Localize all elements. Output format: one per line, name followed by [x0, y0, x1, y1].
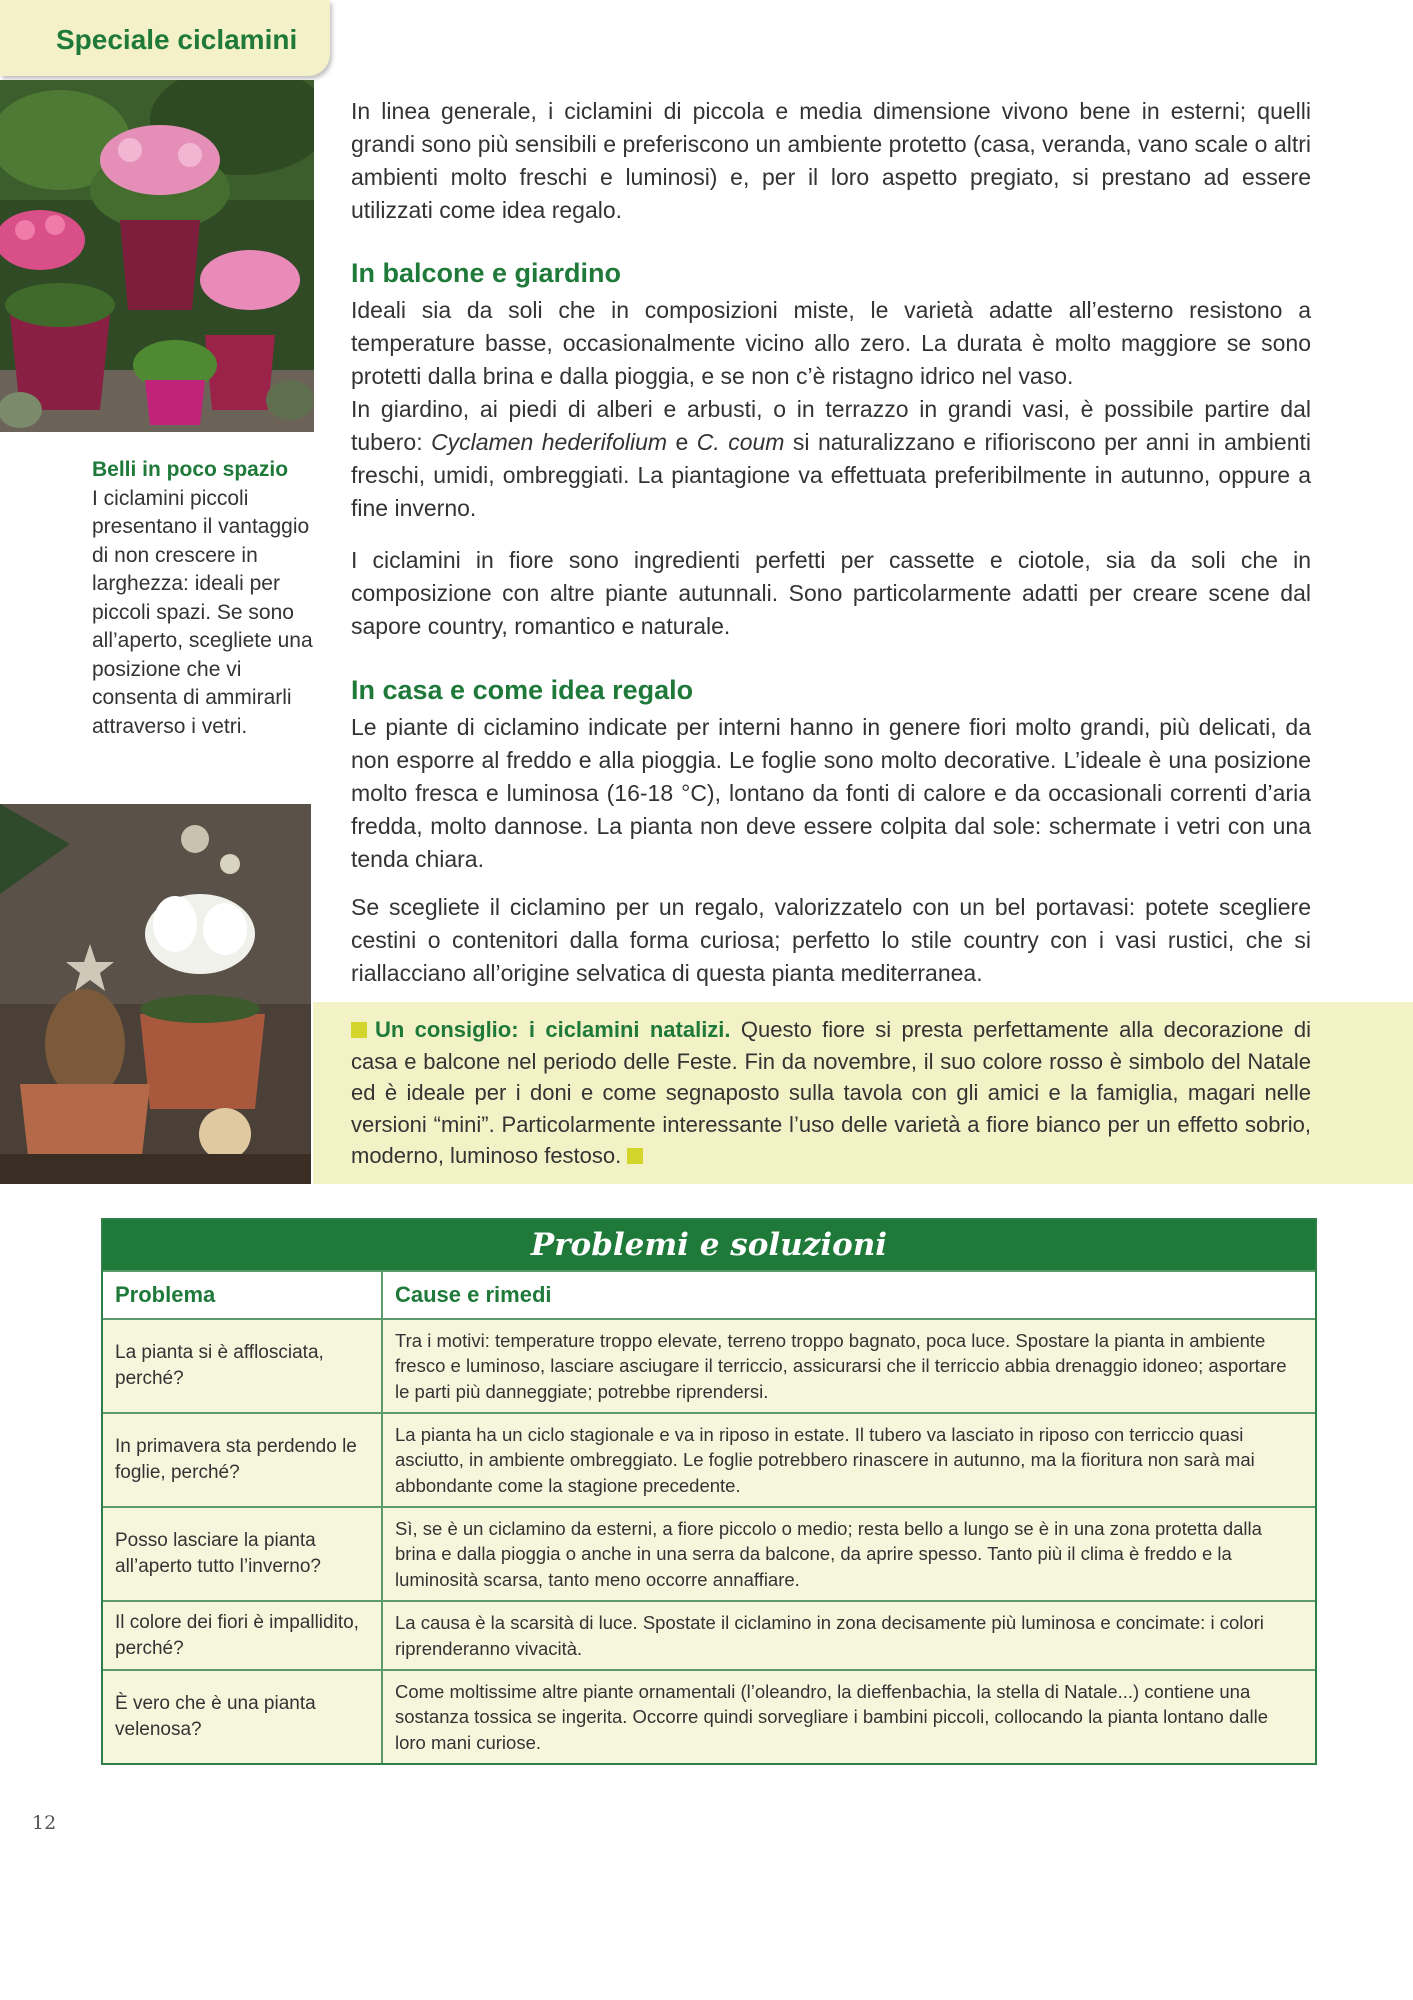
remedy-cell: Tra i motivi: temperature troppo elevate, terreno troppo bagnato, poca luce. Spostare la pianta in ambiente fresco e luminoso, lasciare asciugare il terriccio, assicurarsi che il terriccio abbia drenaggio idoneo; asportare le parti più danneggiate; potrebbe riprendersi.	[395, 1329, 1287, 1402]
species-hederifolium: Cyclamen hederifolium	[431, 429, 668, 455]
heading-balcone: In balcone e giardino	[351, 258, 622, 288]
table-row	[103, 1600, 1315, 1669]
problems-table	[101, 1218, 1317, 1765]
heading-casa: In casa e come idea regalo	[351, 675, 694, 705]
end-square-icon	[627, 1148, 643, 1164]
photo-white-cyclamen-christmas	[0, 804, 311, 1184]
remedy-cell: La causa è la scarsità di luce. Spostate il ciclamino in zona decisamente più luminosa e concimate: i colori riprenderanno vivacità.	[395, 1612, 1264, 1659]
table-row	[103, 1412, 1315, 1506]
balcone-paragraph-3: I ciclamini in fiore sono ingredienti perfetti per cassette e ciotole, sia da soli che in composizione con altre piante autunnali. Sono particolarmente adatti per creare scene dal sapore country, romantico e naturale.	[351, 547, 1311, 639]
table-row	[103, 1318, 1315, 1412]
problem-cell: Il colore dei fiori è impallidito, perché?	[103, 1602, 383, 1669]
column-header-problem: Problema	[103, 1272, 383, 1318]
tip-box	[313, 1002, 1413, 1184]
intro-paragraph: In linea generale, i ciclamini di piccola e media dimensione vivono bene in esterni; quelli grandi sono più sensibili e preferiscono un ambiente protetto (casa, veranda, vano scale o altri ambienti molto freschi e luminosi) e, per il loro aspetto pregiato, si prestano ad essere utilizzati come idea regalo.	[351, 98, 1311, 223]
tip-title: Un consiglio: i ciclamini natalizi.	[375, 1017, 731, 1042]
casa-paragraph-1: Le piante di ciclamino indicate per interni hanno in genere fiori molto grandi, più delicati, da non esporre al freddo e alla pioggia. Le foglie sono molto decorative. L’ideale è una posizione molto fresca e luminosa (16-18 °C), lontano da fonti di calore e da occasionali correnti d’aria fredda, molto dannose. La pianta non deve essere colpita dal sole: schermate i vetri con una tenda chiara.	[351, 714, 1311, 872]
balcone-p2-start: In giardino, ai piedi di alberi e arbusti, o in terrazzo in grandi vasi, è possibile partire dal tubero:	[351, 396, 1311, 455]
bullet-square-icon	[351, 1022, 367, 1038]
problem-cell: In primavera sta perdendo le foglie, perché?	[103, 1414, 383, 1506]
section-tab-label: Speciale ciclamini	[56, 24, 298, 55]
species-coum: C. coum	[696, 429, 785, 455]
photo-caption	[92, 456, 322, 741]
remedy-cell: La pianta ha un ciclo stagionale e va in riposo in estate. Il tubero va lasciato in riposo con terriccio quasi asciutto, in ambiente ombreggiato. Le foglie potrebbero rinascere in autunno, ma la fioritura non sarà mai abbondante come la stagione precedente.	[395, 1423, 1255, 1496]
table-header-row	[103, 1270, 1315, 1318]
problem-cell: La pianta si è afflosciata, perché?	[103, 1320, 383, 1412]
photo-pink-cyclamens	[0, 80, 314, 432]
tip-text: Questo fiore si presta perfettamente alla decorazione di casa e balcone nel periodo delle Feste. Fin da novembre, il suo colore rosso è simbolo del Natale ed è ideale per i doni e come segnaposto sulla tavola con gli amici e la famiglia, magari nelle versioni “mini”. Particolarmente interessante l’uso delle varietà a fiore bianco per un effetto sobrio, moderno, luminoso festoso.	[351, 1017, 1311, 1168]
tip-paragraph	[351, 1014, 1311, 1172]
balcone-p2-and: e	[667, 429, 697, 455]
section-tab	[0, 0, 330, 76]
caption-text: I ciclamini piccoli presentano il vantaggio di non crescere in larghezza: ideali per piccoli spazi. Se sono all’aperto, scegliete una posizione che vi consenta di ammirarli attraverso i vetri.	[92, 486, 313, 738]
casa-paragraph-2: Se scegliete il ciclamino per un regalo, valorizzatelo con un bel portavasi: potete scegliere cestini o contenitori dalla forma curiosa; perfetto lo stile country con i vasi rustici, che si riallacciano all’origine selvatica di questa pianta mediterranea.	[351, 894, 1311, 986]
table-row	[103, 1669, 1315, 1763]
caption-title: Belli in poco spazio	[92, 458, 289, 481]
table-row	[103, 1506, 1315, 1600]
balcone-p2-end: si naturalizzano e rifioriscono per anni in ambienti freschi, umidi, ombreggiati. La piantagione va effettuata preferibilmente in autunno, oppure a fine inverno.	[351, 429, 1312, 521]
balcone-paragraph-2	[351, 393, 1311, 525]
column-header-remedies: Cause e rimedi	[395, 1282, 552, 1307]
table-title: Problemi e soluzioni	[103, 1220, 1315, 1270]
page-number: 12	[32, 1812, 57, 1834]
problem-cell: È vero che è una pianta velenosa?	[103, 1671, 383, 1763]
remedy-cell: Come moltissime altre piante ornamentali (l’oleandro, la dieffenbachia, la stella di Natale...) contiene una sostanza tossica se ingerita. Occorre quindi sorvegliare i bambini piccoli, collocando la pianta lontano dalle loro mani curiose.	[395, 1680, 1269, 1753]
balcone-paragraph-1: Ideali sia da soli che in composizioni miste, le varietà adatte all’esterno resistono a temperature basse, occasionalmente vicino allo zero. La durata è molto maggiore se sono protetti dalla brina e dalla pioggia, e se non c’è ristagno idrico nel vaso.	[351, 297, 1311, 389]
problem-cell: Posso lasciare la pianta all’aperto tutto l’inverno?	[103, 1508, 383, 1600]
remedy-cell: Sì, se è un ciclamino da esterni, a fiore piccolo o medio; resta bello a lungo se è in una zona protetta dalla brina e dalla pioggia o anche in una serra da balcone, da aprire spesso. Tanto più il clima è freddo e la luminosità scarsa, tanto meno occorre annaffiare.	[395, 1517, 1262, 1590]
